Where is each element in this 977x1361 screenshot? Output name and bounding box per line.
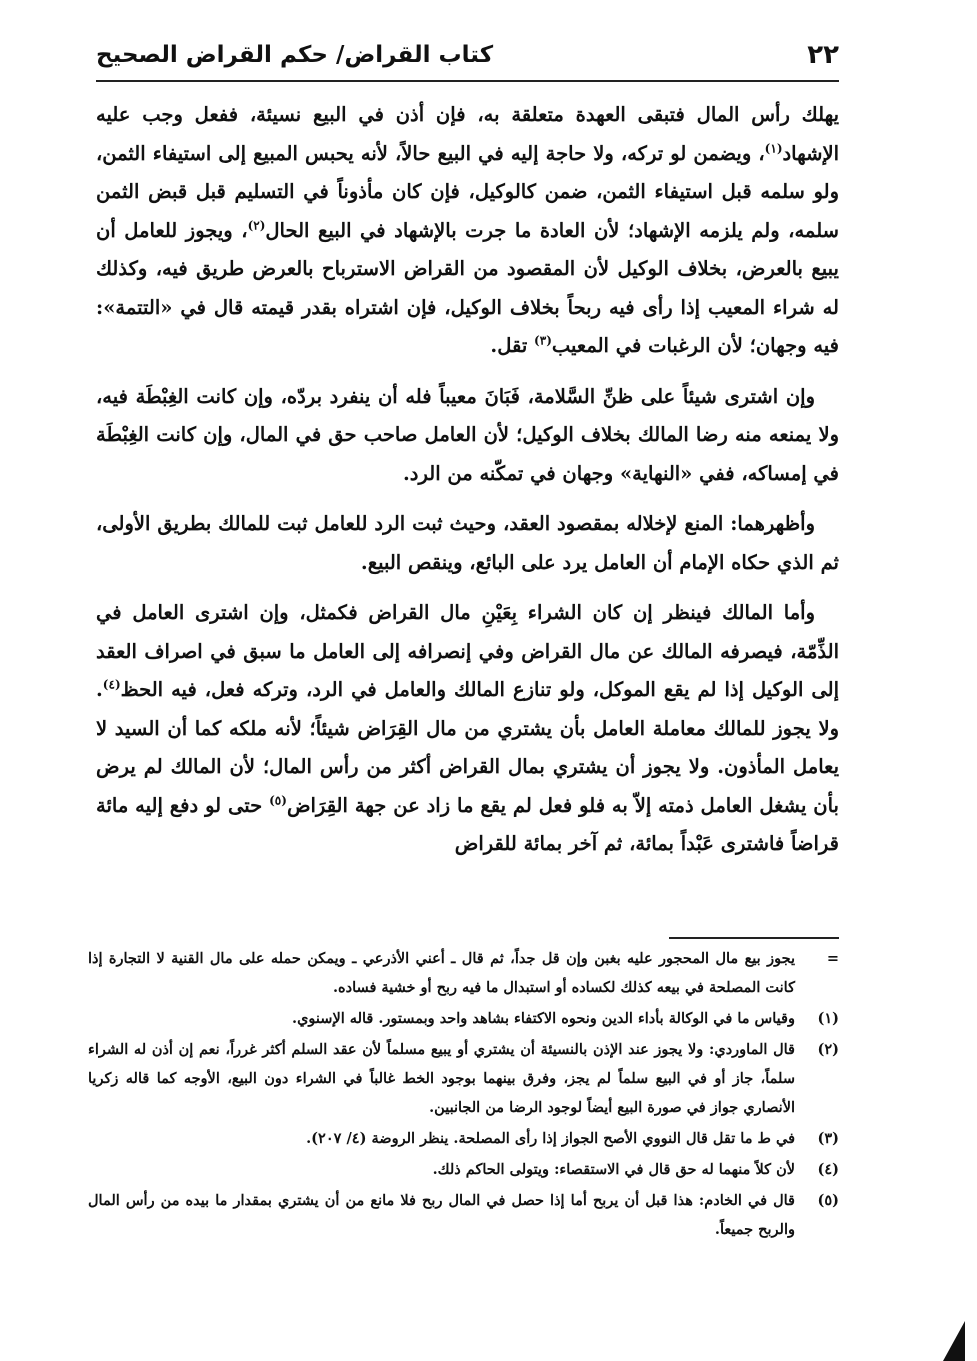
paragraph-text: وأما المالك فينظر إن كان الشراء بِعَيْنِ مال القراض فكمثل، وإن اشترى العامل في الذِّمّة، فيصرفه المالك عن مال القراض وفي إنصرافه إلى العامل ما سبق في اصراف العقد إلى الوكيل إذا لم يقع الموكل، ولو تنازع المالك والعامل في الرد، وتركه فعل، فيه الحظ	[96, 601, 839, 701]
footnote-number: (٢)	[817, 1041, 839, 1058]
footnote-number: (١)	[817, 1010, 839, 1027]
paragraph-text: حتى لو دفع إليه مائة قراضاً فاشترى عَبْداً بمائة، ثم آخر بمائة للقراض	[96, 793, 839, 855]
footnote-ref-1: (١)	[764, 141, 783, 155]
paragraph-3	[96, 505, 839, 582]
footnote-ref-4: (٤)	[102, 677, 121, 692]
footnote-ref-3: (٣)	[534, 333, 552, 348]
chapter-title: كتاب القراض/ حكم القراض الصحيح	[96, 42, 494, 68]
footnote-number: (٣)	[817, 1130, 839, 1147]
footnote-text: وقياس ما في الوكالة بأداء الدين ونحوه الاكتفاء بشاهد واحد وبمستور. قاله الإسنوي.	[292, 1010, 795, 1027]
paragraph-text: تقل.	[490, 334, 535, 357]
paragraph-2	[96, 378, 839, 494]
footnote-text: قال الماوردي: ولا يجوز عند الإذن بالنسيئة أن يشتري أو يبيع مسلماً لأن عقد السلم أكثر غرراً، نعم إن أذن له الشراء سلماً، جاز أو في البيع سلماً لم يجز، وفرق بينهما بوجود الخط غالباً في الشراء دون البيع، الأوجه كما قاله زكريا الأنصاري جواز في صورة البيع أيضاً لوجود الرضا من الجانبين.	[88, 1041, 795, 1116]
footnote-3	[88, 1124, 839, 1153]
footnote-text: لأن كلاً منهما له حق قال في الاستقصاء: ويتولى الحاكم ذلك.	[432, 1161, 795, 1178]
paragraph-4	[96, 594, 839, 864]
footnote-text: في ط ما تقل قال النووي الأصح الجواز إذا رأى المصلحة. ينظر الروضة (٤/ ٢٠٧).	[306, 1130, 795, 1147]
footnote-4	[88, 1155, 839, 1184]
footnote-text: يجوز بيع مال المحجور عليه بغبن وإن قل جداً، ثم قال ـ أعني الأذرعي ـ ويمكن حمله على مال القنية لا التجارة إذا كانت المصلحة في بيعه كذلك لكساده أو استبدال ما فيه ربح أو خشية فساده.	[88, 950, 795, 996]
footnote-number: (٤)	[817, 1161, 839, 1178]
footnote-text: قال في الخادم: هذا قبل أن يربح أما إذا حصل في المال ربح فلا مانع من أن يشتري بمقدار ما بيده من رأس المال والربح جميعاً.	[88, 1192, 795, 1238]
footnote-5	[88, 1186, 839, 1244]
paragraph-lead: وأظهرهما:	[730, 512, 815, 535]
paragraph-text: المنع لإخلاله بمقصود العقد، وحيث ثبت الرد للعامل ثبت للمالك بطريق الأولى، ثم الذي حكاه الإمام أن العامل يرد على البائع، وينقص البيع.	[96, 512, 839, 574]
footnote-1	[88, 1004, 839, 1033]
paragraph-text: . ولا يجوز للمالك معاملة العامل بأن يشتري من مال القِرَاض شيئاً؛ لأنه ملكه كما أن السيد لا يعامل المأذون. ولا يجوز أن يشتري بمال القراض أكثر من رأس المال؛ لأن المالك لم يرض بأن يشغل العامل ذمته إلاّ به فلو فعل لم يقع ما زاد عن جهة القِرَاض	[96, 678, 839, 817]
main-text	[96, 96, 839, 876]
footnote-number: =	[826, 950, 839, 967]
footnote-2	[88, 1035, 839, 1122]
footnote-divider	[669, 937, 839, 939]
footnote-ref-5: (٥)	[269, 793, 287, 807]
paragraph-text: ، ويجوز للعامل أن يبيع بالعرض، بخلاف الوكيل لأن المقصود من القراض الاسترباح بالعرض طريق فيه، وكذلك له شراء المعيب إذا رأى فيه ربحاً بخلاف الوكيل، فإن اشتراه بقدر قيمته قال في «التتمة»: فيه وجهان؛ لأن الرغبات في المعيب	[96, 218, 839, 357]
paragraph-1	[96, 96, 839, 366]
footnote-continued	[88, 944, 839, 1002]
paragraph-text: وإن اشترى شيئاً على ظنِّ السَّلامة، فَبَانَ معيباً فله أن ينفرد بردّه، وإن كانت الغِبْطَة فيه، ولا يمنعه منه رضا المالك بخلاف الوكيل؛ لأن العامل صاحب حق في المال، وإن كانت الغِبْطَة في إمساكه، ففي «النهاية» وجهان في تمكّنه من الرد.	[96, 384, 839, 485]
page-corner-mark	[943, 1321, 965, 1361]
paragraph-text: يهلك رأس المال فتبقى العهدة متعلقة به، فإن أذن في البيع نسيئة، ففعل وجب عليه الإشهاد	[96, 103, 839, 165]
running-header	[96, 38, 839, 78]
footnote-number: (٥)	[817, 1192, 839, 1209]
page-number: ٢٢	[807, 40, 839, 70]
footnotes	[88, 944, 839, 1246]
footnote-ref-2: (٢)	[247, 218, 266, 232]
header-divider	[96, 80, 839, 82]
paragraph-text: ، ويضمن لو تركه، ولا حاجة إليه في البيع حالاً، لأنه يحبس المبيع إلى استيفاء الثمن، ولو سلمه قبل استيفاء الثمن، ضمن كالوكيل، فإن كان مأذوناً في التسليم قبل قبض الثمن سلمه، ولم يلزمه الإشهاد؛ لأن العادة ما جرت بالإشهاد في البيع الحال	[96, 141, 839, 242]
